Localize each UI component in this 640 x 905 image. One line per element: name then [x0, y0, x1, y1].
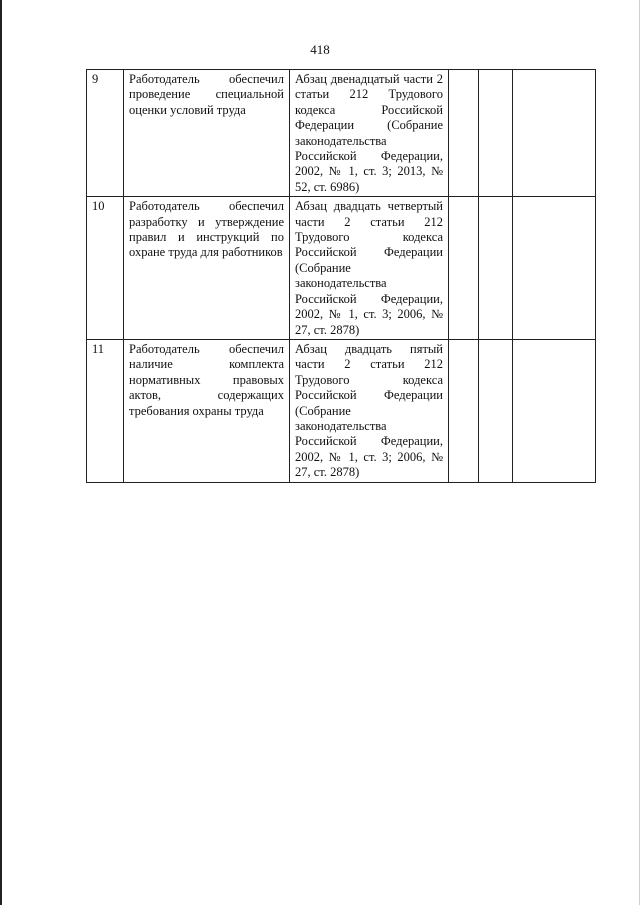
table-row	[87, 70, 596, 197]
table-row	[87, 339, 596, 482]
row-number: 9	[87, 70, 124, 197]
notes-cell[interactable]	[513, 197, 596, 340]
notes-cell[interactable]	[513, 70, 596, 197]
answer-yes-cell[interactable]	[449, 70, 479, 197]
requirement-text: Работодатель обеспечил разработку и утверждение правил и инструкций по охране труда для работников	[124, 197, 290, 340]
legal-reference: Абзац двенадцатый части 2 статьи 212 Трудового кодекса Российской Федерации (Собрание законодательства Российской Федерации, 2002, № 1, ст. 3; 2013, № 52, ст. 6986)	[290, 70, 449, 197]
row-number: 10	[87, 197, 124, 340]
answer-no-cell[interactable]	[479, 339, 513, 482]
answer-yes-cell[interactable]	[449, 197, 479, 340]
answer-yes-cell[interactable]	[449, 339, 479, 482]
answer-no-cell[interactable]	[479, 70, 513, 197]
page-number: 418	[310, 42, 330, 57]
checklist-table	[86, 69, 596, 483]
answer-no-cell[interactable]	[479, 197, 513, 340]
requirement-text: Работодатель обеспечил проведение специальной оценки условий труда	[124, 70, 290, 197]
table-row	[87, 197, 596, 340]
row-number: 11	[87, 339, 124, 482]
requirement-text: Работодатель обеспечил наличие комплекта нормативных правовых актов, содержащих требования охраны труда	[124, 339, 290, 482]
notes-cell[interactable]	[513, 339, 596, 482]
legal-reference: Абзац двадцать четвертый части 2 статьи 212 Трудового кодекса Российской Федерации (Собрание законодательства Российской Федерации, 2002, № 1, ст. 3; 2006, № 27, ст. 2878)	[290, 197, 449, 340]
legal-reference: Абзац двадцать пятый части 2 статьи 212 Трудового кодекса Российской Федерации (Собрание законодательства Российской Федерации, 2002, № 1, ст. 3; 2006, № 27, ст. 2878)	[290, 339, 449, 482]
